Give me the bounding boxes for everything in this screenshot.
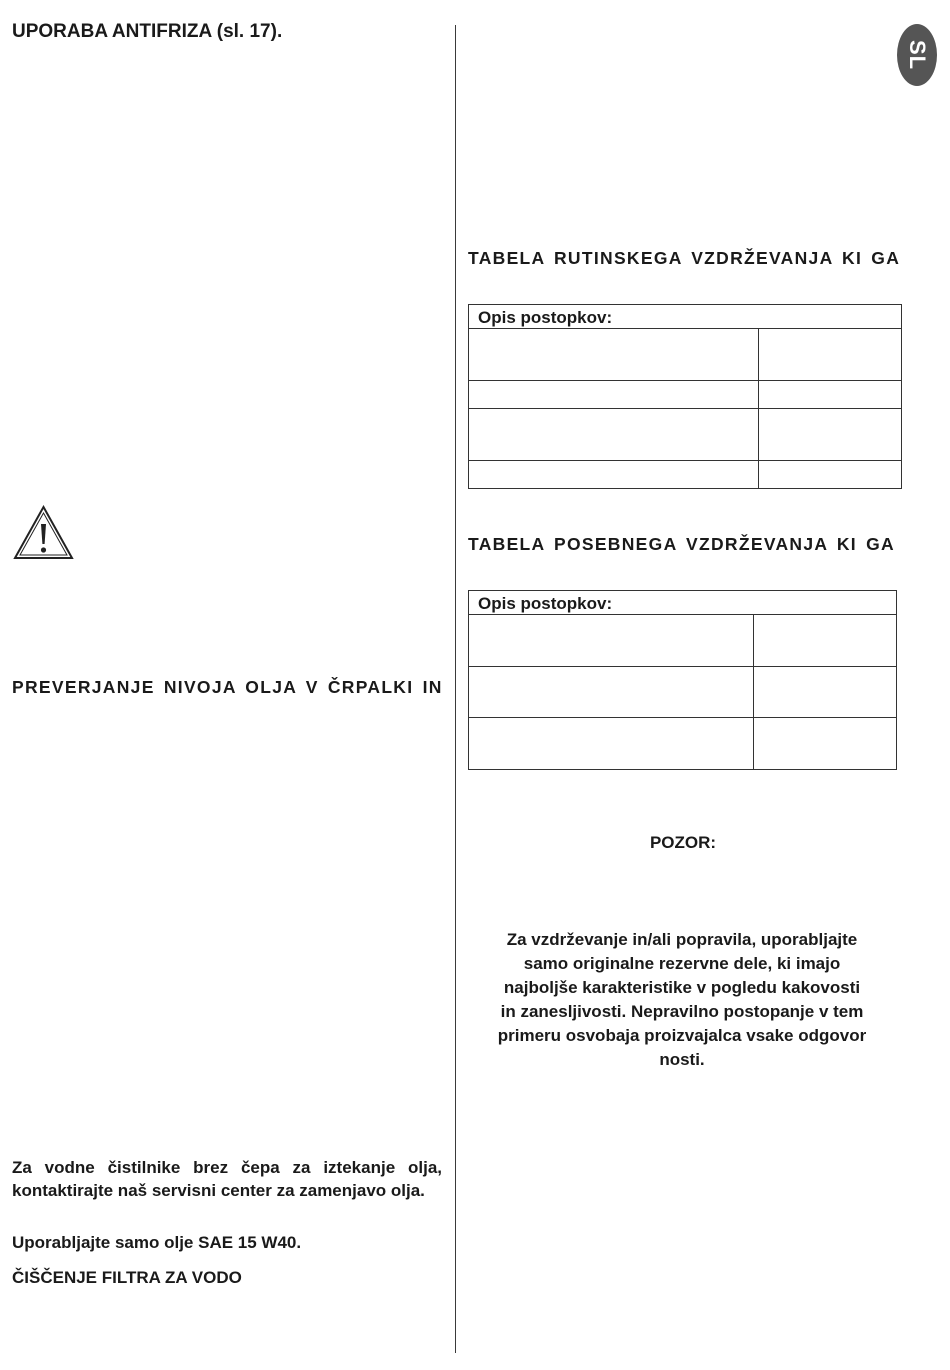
table-cell — [469, 461, 759, 489]
notice-line: najboljše karakteristike v pogledu kakovosti — [503, 978, 861, 997]
special-maintenance-heading: TABELA POSEBNEGA VZDRŽEVANJA KI GA — [468, 534, 895, 554]
table-row — [469, 718, 897, 770]
language-badge — [897, 24, 937, 86]
oil-change-paragraph: Za vodne čistilnike brez čepa za iztekanje olja, kontaktirajte naš servisni center za zamenjavo olja. — [12, 1158, 442, 1200]
warning-triangle-icon — [12, 504, 75, 561]
pozor-label: POZOR: — [649, 833, 717, 852]
table-cell — [759, 461, 902, 489]
table-cell — [469, 667, 754, 718]
antifreeze-heading: UPORABA ANTIFRIZA (sl. 17). — [12, 21, 283, 42]
table-cell — [469, 329, 759, 381]
special-maintenance-table — [468, 590, 897, 770]
routine-maintenance-table — [468, 304, 902, 489]
table-cell — [754, 667, 897, 718]
table-row — [469, 615, 897, 667]
table-cell — [759, 381, 902, 409]
table-row — [469, 461, 902, 489]
table-row — [469, 667, 897, 718]
table-cell — [754, 718, 897, 770]
notice-line: primeru osvobaja proizvajalca vsake odgovor — [497, 1026, 867, 1045]
language-badge-label: SL — [905, 39, 930, 71]
notice-line: samo originalne rezervne dele, ki imajo — [523, 954, 841, 973]
table-cell — [469, 615, 754, 667]
table-cell — [759, 329, 902, 381]
oil-type-paragraph: Uporabljajte samo olje SAE 15 W40. — [12, 1233, 302, 1252]
table-cell — [469, 409, 759, 461]
oil-check-heading: PREVERJANJE NIVOJA OLJA V ČRPALKI IN — [12, 677, 443, 697]
table-header-row — [469, 305, 902, 329]
procedure-description-header: Opis postopkov: — [469, 305, 902, 329]
column-divider — [455, 25, 456, 1353]
notice-line: Za vzdrževanje in/ali popravila, uporabljajte — [506, 930, 858, 949]
table-header-row — [469, 591, 897, 615]
procedure-description-header: Opis postopkov: — [469, 591, 897, 615]
filter-cleaning-heading: ČIŠČENJE FILTRA ZA VODO — [12, 1268, 242, 1287]
notice-line: in zanesljivosti. Nepravilno postopanje v tem — [500, 1002, 864, 1021]
table-cell — [469, 718, 754, 770]
table-row — [469, 329, 902, 381]
spare-parts-notice — [462, 928, 902, 1072]
table-row — [469, 409, 902, 461]
table-cell — [759, 409, 902, 461]
notice-line: nosti. — [659, 1050, 705, 1069]
table-cell — [469, 381, 759, 409]
table-cell — [754, 615, 897, 667]
table-row — [469, 381, 902, 409]
routine-maintenance-heading: TABELA RUTINSKEGA VZDRŽEVANJA KI GA — [468, 248, 901, 268]
